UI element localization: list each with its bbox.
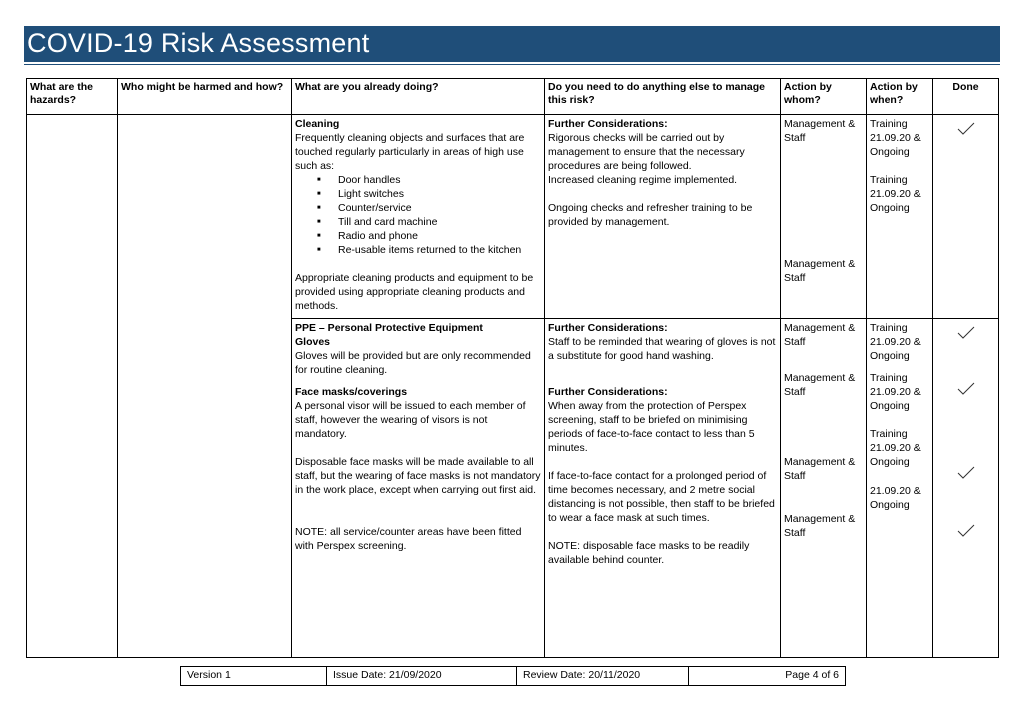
footer-review-date: Review Date: 20/11/2020 xyxy=(517,667,689,685)
ppe-when-cell xyxy=(867,319,933,658)
header-hazards: What are the hazards? xyxy=(27,79,118,115)
ppe-done-cell xyxy=(933,319,999,658)
check-mark-icon xyxy=(956,325,976,341)
list-item: ■ Counter/service xyxy=(317,201,541,215)
cleaning-when-cell xyxy=(867,115,933,319)
header-more: Do you need to do anything else to manage this risk? xyxy=(545,79,781,115)
cleaning-doing-cell xyxy=(292,115,545,319)
cleaning-further-text-3: Ongoing checks and refresher training to be provided by management. xyxy=(548,202,753,228)
list-item: ■ Light switches xyxy=(317,187,541,201)
masks-heading: Face masks/coverings xyxy=(295,386,408,398)
table-row-cleaning xyxy=(27,115,999,319)
header-whom: Action by whom? xyxy=(781,79,867,115)
masks-when-2: Training 21.09.20 & Ongoing xyxy=(870,428,921,468)
gloves-further-heading: Further Considerations: xyxy=(548,322,668,334)
header-harmed: Who might be harmed and how? xyxy=(118,79,292,115)
cleaning-more-cell xyxy=(545,115,781,319)
harmed-cell xyxy=(118,115,292,658)
gloves-whom: Management & Staff xyxy=(784,322,856,348)
gloves-further-text: Staff to be reminded that wearing of gloves is not a substitute for good hand washing. xyxy=(548,336,776,362)
cleaning-further-text: Rigorous checks will be carried out by management to ensure that the necessary procedures are being followed. xyxy=(548,132,745,172)
cleaning-text-2: Appropriate cleaning products and equipment to be provided using appropriate cleaning products and methods. xyxy=(295,272,534,312)
ppe-whom-cell xyxy=(781,319,867,658)
note-when: 21.09.20 & Ongoing xyxy=(870,485,921,511)
footer-version: Version 1 xyxy=(181,667,327,685)
masks-text: A personal visor will be issued to each member of staff, however the wearing of visors is not mandatory. xyxy=(295,400,526,440)
title-rule xyxy=(24,64,1000,65)
page-title: COVID-19 Risk Assessment xyxy=(27,28,370,58)
cleaning-whom-2: Management & Staff xyxy=(784,258,856,284)
check-mark-icon xyxy=(956,465,976,481)
list-item: ■ Door handles xyxy=(317,173,541,187)
masks-whom-1: Management & Staff xyxy=(784,372,856,398)
list-item: ■ Re-usable items returned to the kitchen xyxy=(317,243,541,257)
cleaning-heading: Cleaning xyxy=(295,118,340,130)
footer-page: Page 4 of 6 xyxy=(785,669,839,681)
footer-issue-date: Issue Date: 21/09/2020 xyxy=(327,667,517,685)
cleaning-whom-1: Management & Staff xyxy=(784,118,856,144)
masks-when-1: Training 21.09.20 & Ongoing xyxy=(870,372,921,412)
note-whom: Management & Staff xyxy=(784,513,856,539)
check-mark-icon xyxy=(956,121,976,137)
table-header-row xyxy=(27,79,999,115)
note-further: NOTE: disposable face masks to be readily available behind counter. xyxy=(548,540,750,566)
masks-further-heading: Further Considerations: xyxy=(548,386,668,398)
masks-further-text-2: If face-to-face contact for a prolonged period of time becomes necessary, and 2 metre social distancing is not possible, then staff to be briefed to wear a face mask at such times. xyxy=(548,470,775,524)
ppe-heading: PPE – Personal Protective Equipment xyxy=(295,322,483,334)
masks-further-text: When away from the protection of Perspex screening, staff to be briefed on minimising periods of face-to-face contact to less than 5 minutes. xyxy=(548,400,755,454)
masks-whom-2: Management & Staff xyxy=(784,456,856,482)
list-item: ■ Radio and phone xyxy=(317,229,541,243)
hazards-cell xyxy=(27,115,118,658)
document-footer xyxy=(180,666,846,686)
gloves-when: Training 21.09.20 & Ongoing xyxy=(870,322,921,362)
gloves-heading: Gloves xyxy=(295,336,331,348)
gloves-text: Gloves will be provided but are only recommended for routine cleaning. xyxy=(295,350,531,376)
cleaning-when-2: Training 21.09.20 & Ongoing xyxy=(870,174,921,214)
note-text: NOTE: all service/counter areas have been fitted with Perspex screening. xyxy=(295,526,522,552)
cleaning-items-list xyxy=(295,173,541,257)
ppe-doing-cell xyxy=(292,319,545,658)
check-mark-icon xyxy=(956,523,976,539)
header-doing: What are you already doing? xyxy=(292,79,545,115)
cleaning-done-cell xyxy=(933,115,999,319)
cleaning-when-1: Training 21.09.20 & Ongoing xyxy=(870,118,921,158)
cleaning-whom-cell xyxy=(781,115,867,319)
cleaning-further-text-2: Increased cleaning regime implemented. xyxy=(548,174,738,186)
list-item: ■ Till and card machine xyxy=(317,215,541,229)
header-done: Done xyxy=(933,79,999,115)
masks-text-2: Disposable face masks will be made available to all staff, but the wearing of face masks is not mandatory in the work place, except when carrying out first aid. xyxy=(295,456,541,496)
title-banner xyxy=(24,26,1000,62)
ppe-more-cell xyxy=(545,319,781,658)
risk-assessment-table xyxy=(26,78,999,658)
cleaning-further-heading: Further Considerations: xyxy=(548,118,668,130)
header-when: Action by when? xyxy=(867,79,933,115)
cleaning-text: Frequently cleaning objects and surfaces that are touched regularly particularly in areas of high use such as: xyxy=(295,132,525,172)
check-mark-icon xyxy=(956,381,976,397)
